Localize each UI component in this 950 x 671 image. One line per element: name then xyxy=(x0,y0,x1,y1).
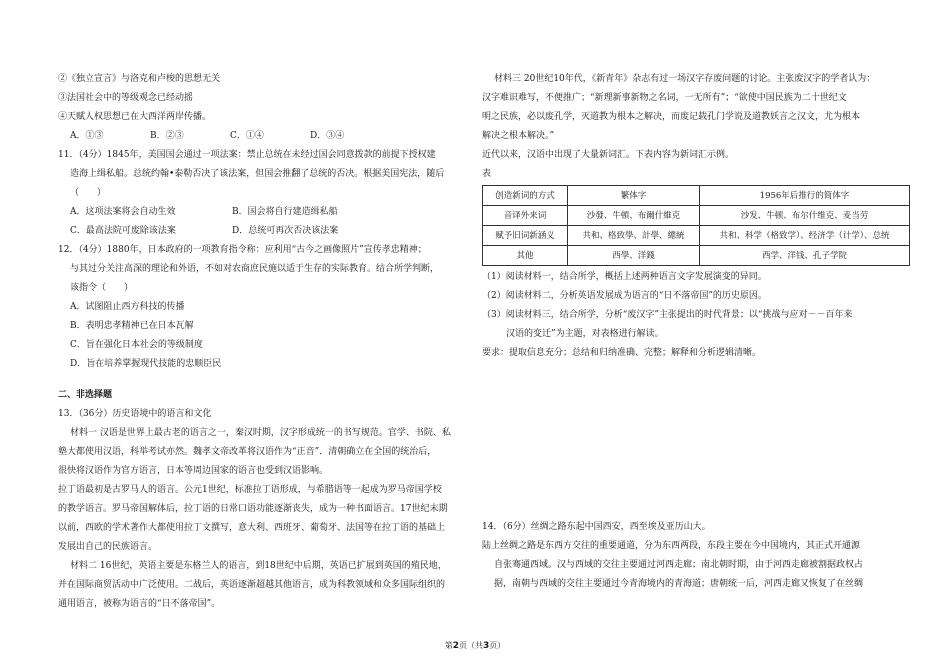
footer-suffix: 页（共 xyxy=(459,641,483,650)
question-text: 陆上丝绸之路是东西方交往的重要通道，分为东西两段，东段主要在今中国境内，其正式开通源 xyxy=(482,541,861,551)
q13-sub-questions xyxy=(482,268,912,363)
material-text: 并在国际商贸活动中广泛使用。二战后，英语逐渐超越其他语言，成为科教领域和众多国际组织的 xyxy=(58,580,446,590)
sub-question: （2）阅读材料二，分析英语发展成为语言的“日不落帝国”的历史原因。 xyxy=(482,291,767,301)
option-b: B．②③ xyxy=(150,131,184,141)
statement: ②《独立宣言》与洛克和卢梭的思想无关 xyxy=(58,74,221,84)
requirements: 要求：提取信息充分；总结和归纳准确、完整；解释和分析逻辑清晰。 xyxy=(482,348,762,358)
q11-options-row xyxy=(58,222,468,241)
sub-question: （3）阅读材料三，结合所学，分析“废汉字”主张提出的时代背景；以“挑战与应对－－百年来 xyxy=(482,310,853,320)
option-a: A．试图阻止西方科技的传播 xyxy=(70,302,185,312)
page-number: 2 xyxy=(452,641,459,651)
table-cell: 赋予旧词新涵义 xyxy=(483,226,568,246)
left-column xyxy=(58,70,468,614)
option-a: A．这项法案将会自动生效 xyxy=(70,207,176,217)
material-text: 很快将汉语作为官方语言，日本等周边国家的语言也受到汉语影响。 xyxy=(58,466,329,476)
material-text: 汉字难识难写，不便推广；“新理新事新物之名词，一无所有”；“欲使中国民族为二十世纪文 xyxy=(482,93,847,103)
material-text: 明之民族，必以废孔学，灭道教为根本之解决，而废记载孔门学说及道教妖言之汉文，尤为根本 xyxy=(482,112,861,122)
question-text: 11．（4分）1845年，美国国会通过一项法案：禁止总统在未经过国会同意拨款的前提下授权建 xyxy=(58,150,436,160)
question-12 xyxy=(58,241,468,374)
q10-statements xyxy=(58,70,468,127)
table-cell: 西学、洋钱、孔子学院 xyxy=(700,246,910,266)
option-d: D．总统可再次否决该法案 xyxy=(232,226,339,236)
question-title: 13．（36分）历史语境中的语言和文化 xyxy=(58,409,212,419)
table-cell: 沙發、牛頓、布爾什維克 xyxy=(568,206,700,226)
question-text: 自张骞通西域。汉与西域的交往主要通过河西走廊；南北朝时期，由于河西走廊被割据政权占 xyxy=(494,560,864,570)
material-text: 解决之根本解决。” xyxy=(482,131,555,141)
right-column xyxy=(482,70,912,589)
table-header-row xyxy=(483,186,910,206)
statement: ④天赋人权思想已在大西洋两岸传播。 xyxy=(58,112,212,122)
question-14 xyxy=(482,518,912,594)
question-title: 14．（6分）丝绸之路东起中国西安，西至埃及亚历山大。 xyxy=(482,522,711,532)
question-text: 据，南朝与西域的交往主要通过今青海境内的青海道；唐朝统一后，河西走廊又恢复了在丝绸 xyxy=(494,579,864,589)
material-text: 近代以来，汉语中出现了大量新词汇。下表内容为新词汇示例。 xyxy=(482,150,735,160)
option-b: B．表明忠孝精神已在日本瓦解 xyxy=(70,321,194,331)
option-d: D．③④ xyxy=(310,131,345,141)
table-cell: 共和、科学（格致学）、经济学（计学）、总统 xyxy=(700,226,910,246)
table-row xyxy=(483,206,910,226)
material-three xyxy=(482,70,912,184)
footer-prefix: 第 xyxy=(444,641,453,650)
sub-question: （1）阅读材料一，结合所学，概括上述两种语言文字发展演变的异同。 xyxy=(482,272,767,282)
option-b: B．国会将自行建造缉私船 xyxy=(232,207,338,217)
option-c: C．旨在强化日本社会的等级制度 xyxy=(70,340,203,350)
table-header-cell: 1956年后推行的简体字 xyxy=(700,186,910,206)
table-cell: 西學、洋錢 xyxy=(568,246,700,266)
footer-end: 页） xyxy=(489,641,506,650)
option-c: C．最高法院可废除该法案 xyxy=(70,226,176,236)
table-header-cell: 创造新词的方式 xyxy=(483,186,568,206)
material-text: 的教学语言。罗马帝国解体后，拉丁语的日常口语功能逐渐丧失，成为一种书面语言。17世纪末期 xyxy=(58,504,448,514)
question-13 xyxy=(58,405,468,614)
question-11 xyxy=(58,146,468,241)
table-caption: 表 xyxy=(482,169,492,179)
page-footer xyxy=(0,640,950,651)
table-cell: 沙发、牛顿、布尔什维克、麦当劳 xyxy=(700,206,910,226)
table-row xyxy=(483,226,910,246)
table-row xyxy=(483,246,910,266)
option-d: D．旨在培养掌握现代技能的忠顺臣民 xyxy=(70,359,222,369)
material-text: 通用语言，被称为语言的“日不落帝国”。 xyxy=(58,599,221,609)
sub-question: 汉语的变迁”为主题，对表格进行解读。 xyxy=(506,329,664,339)
option-a: A．①③ xyxy=(70,131,104,141)
table-cell: 音译外来词 xyxy=(483,206,568,226)
q11-options-row xyxy=(58,203,468,222)
material-text: 材料三 20世纪10年代，《新青年》杂志有过一场汉字存废问题的讨论。主张废汉字的学者认为： xyxy=(494,74,876,84)
material-text: 材料一 汉语是世界上最古老的语言之一，秦汉时期，汉字形成统一的书写规范。官学、书院、私 xyxy=(70,428,451,438)
new-words-table xyxy=(482,185,910,266)
answer-blank: （ ） xyxy=(70,188,107,198)
option-c: C．①④ xyxy=(230,131,264,141)
table-cell: 其他 xyxy=(483,246,568,266)
material-text: 材料二 16世纪，英语主要是东格兰人的语言，到18世纪中后期，英语已扩展到英国的殖民地， xyxy=(70,561,447,571)
question-text: 该指令（ ） xyxy=(70,283,134,293)
section-title: 二、非选择题 xyxy=(58,390,113,400)
statement: ③法国社会中的等级观念已经动摇 xyxy=(58,93,194,103)
material-text: 拉丁语最初是古罗马人的语言。公元1世纪，标准拉丁语形成，与希腊语等一起成为罗马帝国学校 xyxy=(58,485,442,495)
q10-options xyxy=(58,127,468,146)
material-text: 塾大都使用汉语，科举考试亦然。魏孝文帝改革将汉语作为“正音”．清朝确立在全国的统治后， xyxy=(58,447,437,457)
question-text: 12．（4分）1880年，日本政府的一项教育指令称：应利用“古今之画像照片”宣传孝忠精神； xyxy=(58,245,427,255)
material-text: 发展出自己的民族语言。 xyxy=(58,542,158,552)
page-total: 3 xyxy=(483,641,490,651)
question-text: 与其过分关注高深的理论和外语，不如对农商庶民施以适于生存的实际教育。结合所学判断， xyxy=(70,264,440,274)
material-text: 以前，西欧的学术著作大都使用拉丁文撰写，意大利、西班牙、葡萄牙、法国等在拉丁语的基础上 xyxy=(58,523,446,533)
table-cell: 共和、格致學、計學、總統 xyxy=(568,226,700,246)
question-text: 造海上缉私船。总统约翰•泰勒否决了该法案，但国会推翻了总统的否决。根据美国宪法，随后 xyxy=(70,169,445,179)
table-header-cell: 繁体字 xyxy=(568,186,700,206)
